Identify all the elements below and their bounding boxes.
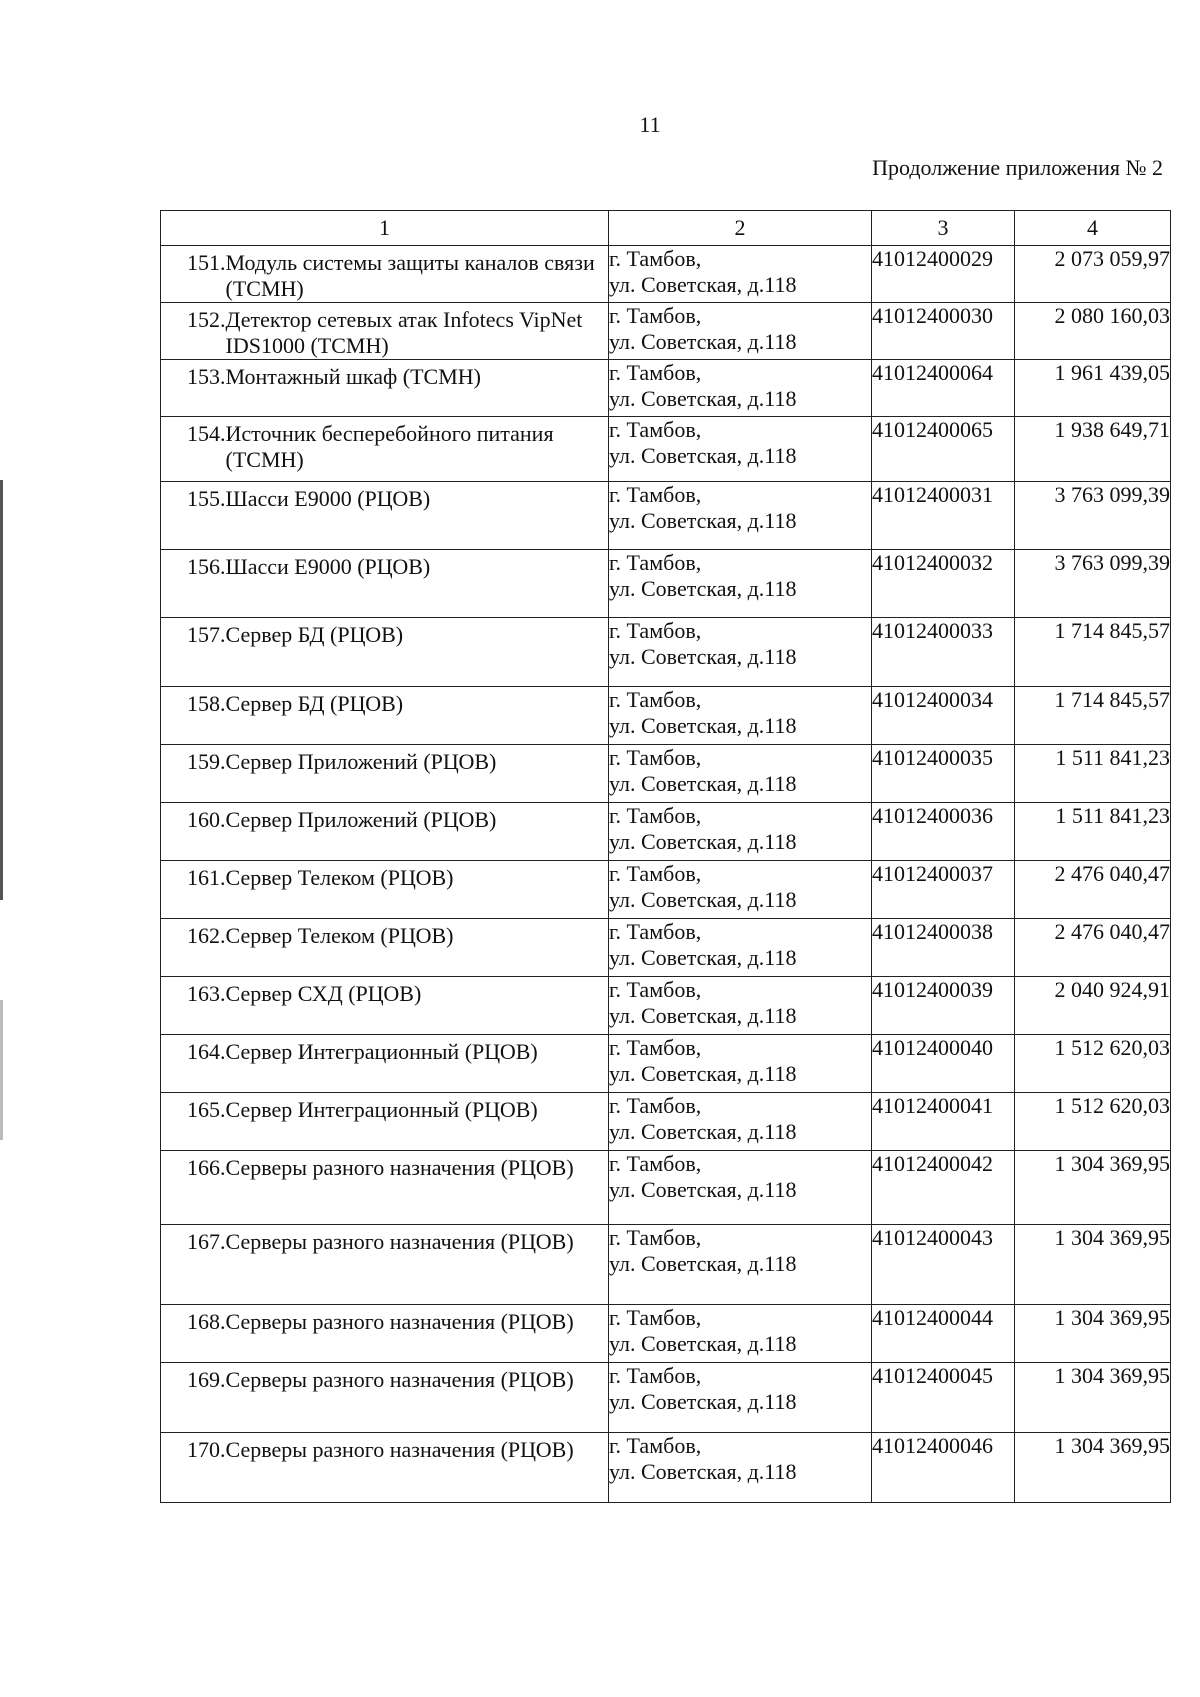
address-cell [609,1035,872,1093]
address-city: г. Тамбов, [609,1305,702,1330]
item-name: Сервер БД (РЦОВ) [225,691,404,716]
item-value: 3 763 099,39 [1015,550,1171,618]
item-cell [161,1093,609,1151]
item-value: 1 512 620,03 [1015,1035,1171,1093]
address-city: г. Тамбов, [609,482,702,507]
item-cell [161,861,609,919]
address-cell [609,1363,872,1433]
row-number: 166. [187,1155,226,1180]
item-value: 2 476 040,47 [1015,919,1171,977]
item-cell [161,1305,609,1363]
address-cell [609,1225,872,1305]
address-street: ул. Советская, д.118 [609,272,797,297]
item-cell [161,919,609,977]
table-row [161,977,1171,1035]
item-value: 1 511 841,23 [1015,745,1171,803]
inventory-table [160,210,1171,1503]
address-cell [609,550,872,618]
address-city: г. Тамбов, [609,977,702,1002]
address-street: ул. Советская, д.118 [609,508,797,533]
item-name: Сервер Приложений (РЦОВ) [225,807,497,832]
item-name: Сервер СХД (РЦОВ) [225,981,422,1006]
address-cell [609,1433,872,1503]
item-cell [161,246,609,303]
address-street: ул. Советская, д.118 [609,945,797,970]
table-row [161,1305,1171,1363]
appendix-continuation-title: Продолжение приложения № 2 [872,155,1163,180]
item-cell [161,803,609,861]
item-value: 1 714 845,57 [1015,618,1171,687]
item-value: 1 938 649,71 [1015,417,1171,482]
inventory-number: 41012400040 [872,1035,1015,1093]
table-row [161,618,1171,687]
item-value: 1 714 845,57 [1015,687,1171,745]
item-cell [161,977,609,1035]
address-city: г. Тамбов, [609,745,702,770]
item-value: 1 304 369,95 [1015,1225,1171,1305]
item-cell [161,482,609,550]
row-number: 156. [187,554,226,579]
inventory-number: 41012400038 [872,919,1015,977]
item-value: 1 304 369,95 [1015,1151,1171,1225]
table-row [161,360,1171,417]
address-cell [609,919,872,977]
item-value: 1 961 439,05 [1015,360,1171,417]
address-street: ул. Советская, д.118 [609,1331,797,1356]
item-cell [161,1363,609,1433]
table-row [161,861,1171,919]
item-value: 1 304 369,95 [1015,1363,1171,1433]
item-value: 1 304 369,95 [1015,1305,1171,1363]
address-cell [609,303,872,360]
address-street: ул. Советская, д.118 [609,1251,797,1276]
inventory-number: 41012400042 [872,1151,1015,1225]
item-cell [161,687,609,745]
item-cell [161,550,609,618]
address-street: ул. Советская, д.118 [609,713,797,738]
item-name: Сервер Приложений (РЦОВ) [225,749,497,774]
inventory-number: 41012400045 [872,1363,1015,1433]
inventory-number: 41012400031 [872,482,1015,550]
row-number: 168. [187,1309,226,1334]
inventory-number: 41012400039 [872,977,1015,1035]
page-number: 11 [639,112,661,137]
address-cell [609,1305,872,1363]
scan-margin-mark [0,1000,3,1140]
item-cell [161,360,609,417]
item-name: Модуль системы защиты каналов связи (ТСМН) [225,250,595,301]
address-cell [609,360,872,417]
item-name: Шасси Е9000 (РЦОВ) [225,554,431,579]
address-street: ул. Советская, д.118 [609,329,797,354]
inventory-number: 41012400033 [872,618,1015,687]
column-header: 4 [1015,211,1171,246]
column-header: 3 [872,211,1015,246]
item-value: 2 476 040,47 [1015,861,1171,919]
item-cell [161,745,609,803]
row-number: 170. [187,1437,226,1462]
address-street: ул. Советская, д.118 [609,829,797,854]
item-cell [161,1151,609,1225]
table-row [161,803,1171,861]
address-city: г. Тамбов, [609,861,702,886]
inventory-number: 41012400034 [872,687,1015,745]
table-row [161,745,1171,803]
row-number: 155. [187,486,226,511]
row-number: 160. [187,807,226,832]
item-name: Сервер БД (РЦОВ) [225,622,404,647]
item-name: Сервер Телеком (РЦОВ) [225,865,454,890]
address-city: г. Тамбов, [609,1035,702,1060]
address-street: ул. Советская, д.118 [609,443,797,468]
item-cell [161,1035,609,1093]
table-row [161,482,1171,550]
item-value: 1 512 620,03 [1015,1093,1171,1151]
item-value: 2 040 924,91 [1015,977,1171,1035]
address-cell [609,1151,872,1225]
address-city: г. Тамбов, [609,1093,702,1118]
address-street: ул. Советская, д.118 [609,887,797,912]
table-row [161,1433,1171,1503]
table-row [161,1035,1171,1093]
address-street: ул. Советская, д.118 [609,1119,797,1144]
address-street: ул. Советская, д.118 [609,1061,797,1086]
item-cell [161,303,609,360]
address-city: г. Тамбов, [609,1433,702,1458]
item-name: Сервер Телеком (РЦОВ) [225,923,454,948]
address-city: г. Тамбов, [609,1151,702,1176]
address-cell [609,618,872,687]
address-city: г. Тамбов, [609,417,702,442]
inventory-number: 41012400029 [872,246,1015,303]
address-cell [609,687,872,745]
address-city: г. Тамбов, [609,1363,702,1388]
item-value: 1 511 841,23 [1015,803,1171,861]
address-cell [609,803,872,861]
row-number: 169. [187,1367,226,1392]
item-cell [161,1433,609,1503]
row-number: 164. [187,1039,226,1064]
item-name: Монтажный шкаф (ТСМН) [225,364,481,389]
column-header: 2 [609,211,872,246]
table-row [161,1093,1171,1151]
row-number: 152. [187,307,226,332]
address-street: ул. Советская, д.118 [609,1177,797,1202]
row-number: 151. [187,250,226,275]
address-cell [609,417,872,482]
item-name: Серверы разного назначения (РЦОВ) [225,1367,574,1392]
row-number: 159. [187,749,226,774]
row-number: 161. [187,865,226,890]
address-cell [609,246,872,303]
item-name: Источник бесперебойного питания (ТСМН) [225,421,554,472]
address-city: г. Тамбов, [609,803,702,828]
address-city: г. Тамбов, [609,360,702,385]
column-header: 1 [161,211,609,246]
inventory-number: 41012400046 [872,1433,1015,1503]
scan-margin-mark [0,480,3,900]
row-number: 165. [187,1097,226,1122]
table-row [161,1151,1171,1225]
address-city: г. Тамбов, [609,246,702,271]
item-value: 1 304 369,95 [1015,1433,1171,1503]
row-number: 167. [187,1229,226,1254]
address-cell [609,977,872,1035]
address-city: г. Тамбов, [609,550,702,575]
address-street: ул. Советская, д.118 [609,576,797,601]
inventory-number: 41012400044 [872,1305,1015,1363]
row-number: 154. [187,421,226,446]
item-name: Серверы разного назначения (РЦОВ) [225,1437,574,1462]
address-cell [609,861,872,919]
table-row [161,303,1171,360]
table-row [161,687,1171,745]
item-value: 2 080 160,03 [1015,303,1171,360]
address-city: г. Тамбов, [609,1225,702,1250]
address-street: ул. Советская, д.118 [609,771,797,796]
header-row [161,211,1171,246]
inventory-number: 41012400043 [872,1225,1015,1305]
table-row [161,246,1171,303]
row-number: 157. [187,622,226,647]
address-city: г. Тамбов, [609,687,702,712]
row-number: 163. [187,981,226,1006]
item-name: Шасси Е9000 (РЦОВ) [225,486,431,511]
table-row [161,550,1171,618]
inventory-number: 41012400041 [872,1093,1015,1151]
item-name: Серверы разного назначения (РЦОВ) [225,1229,574,1254]
address-city: г. Тамбов, [609,919,702,944]
address-city: г. Тамбов, [609,618,702,643]
address-street: ул. Советская, д.118 [609,644,797,669]
address-cell [609,745,872,803]
item-cell [161,618,609,687]
item-cell [161,1225,609,1305]
inventory-number: 41012400064 [872,360,1015,417]
row-number: 158. [187,691,226,716]
table-row [161,417,1171,482]
inventory-number: 41012400035 [872,745,1015,803]
item-cell [161,417,609,482]
address-cell [609,1093,872,1151]
address-city: г. Тамбов, [609,303,702,328]
item-name: Сервер Интеграционный (РЦОВ) [225,1097,538,1122]
row-number: 162. [187,923,226,948]
item-value: 3 763 099,39 [1015,482,1171,550]
table-row [161,1225,1171,1305]
inventory-number: 41012400036 [872,803,1015,861]
item-name: Детектор сетевых атак Infotecs VipNet IDS1000 (ТСМН) [225,307,583,358]
address-street: ул. Советская, д.118 [609,386,797,411]
item-name: Серверы разного назначения (РЦОВ) [225,1155,574,1180]
address-street: ул. Советская, д.118 [609,1389,797,1414]
item-value: 2 073 059,97 [1015,246,1171,303]
item-name: Серверы разного назначения (РЦОВ) [225,1309,574,1334]
row-number: 153. [187,364,226,389]
address-street: ул. Советская, д.118 [609,1003,797,1028]
inventory-number: 41012400032 [872,550,1015,618]
address-street: ул. Советская, д.118 [609,1459,797,1484]
table-row [161,1363,1171,1433]
address-cell [609,482,872,550]
inventory-number: 41012400037 [872,861,1015,919]
inventory-number: 41012400030 [872,303,1015,360]
table-row [161,919,1171,977]
inventory-number: 41012400065 [872,417,1015,482]
item-name: Сервер Интеграционный (РЦОВ) [225,1039,538,1064]
